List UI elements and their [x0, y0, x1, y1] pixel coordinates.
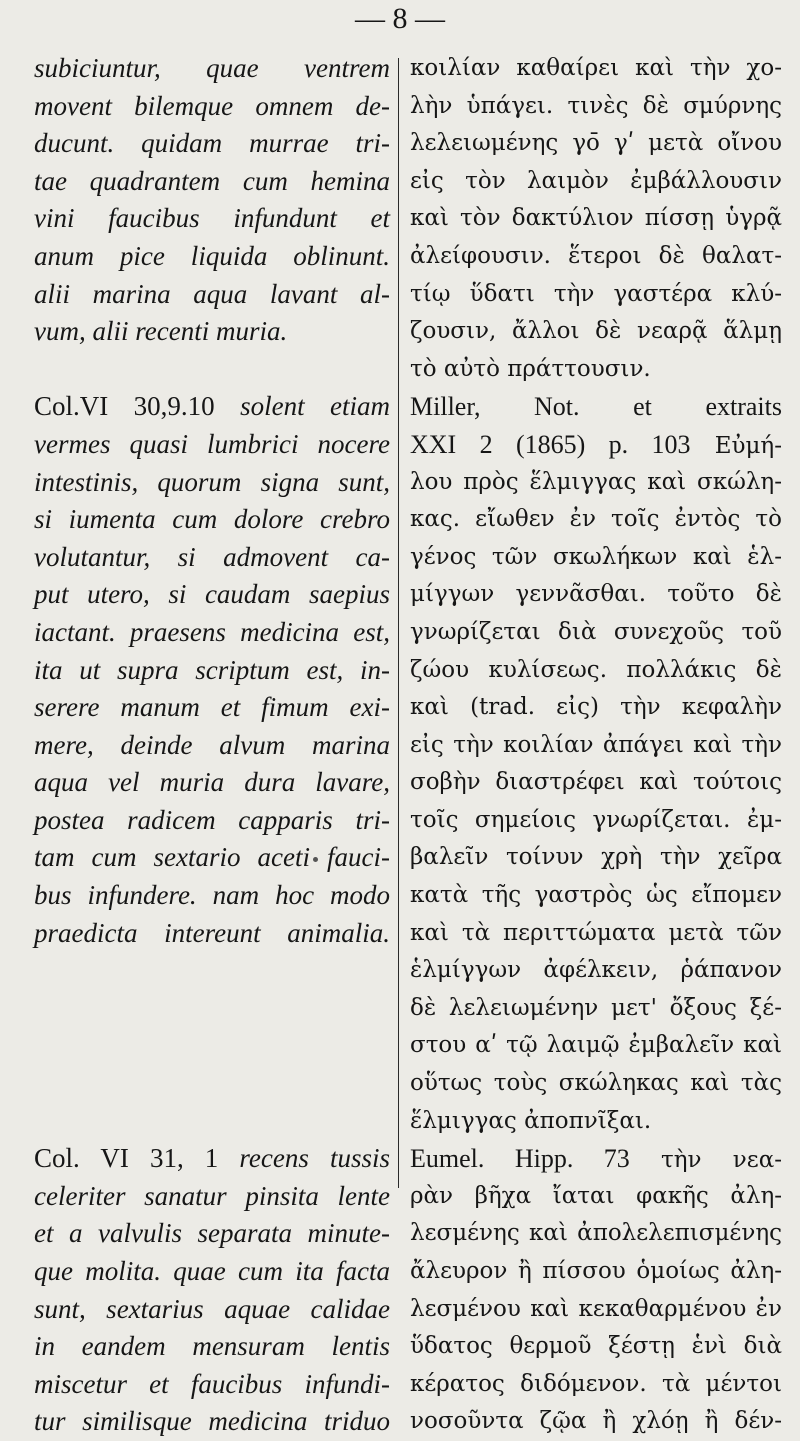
text-line: καὶ (trad. εἰς) τὴν κεφαλὴν [410, 694, 782, 721]
passage-text: solent etiam [214, 391, 390, 422]
text-line: intestinis, quorum signa sunt, [34, 466, 390, 497]
text-line: mere, deinde alvum marina [34, 729, 390, 760]
text-line: εἰς τὸν λαιμὸν ἐμβάλλουσιν [410, 167, 782, 194]
citation-reference: Miller, Not. et extraits [410, 392, 782, 422]
latin-passage-3 [34, 1140, 390, 1441]
text-line: volutantur, si admovent ca- [34, 541, 390, 572]
text-line-with-citation [410, 426, 782, 464]
text-line: si iumenta cum dolore crebro [34, 504, 390, 535]
text-line: ἕλμιγγας ἀποπνῖξαι. [410, 1107, 652, 1134]
text-line: κοιλίαν καθαίρει καὶ τὴν χο- [410, 55, 782, 81]
text-line: bus infundere. nam hoc modo [34, 880, 390, 911]
text-line: ducunt. quidam murrae tri- [34, 128, 390, 159]
column-divider [398, 58, 399, 1188]
text-line: que molita. quae cum ita facta [34, 1256, 390, 1286]
text-line: movent bilemque omnem de- [34, 90, 390, 121]
text-line: νοσοῦντα ζῷα ἢ χλόῃ ἢ δέν- [410, 1408, 782, 1435]
spacer [34, 1065, 390, 1103]
text-line: σοβὴν διαστρέφει καὶ τούτοις [410, 769, 782, 796]
text-line: sunt, sextarius aquae calidae [34, 1293, 390, 1324]
citation-reference: Col. VI 31, 1 [34, 1143, 219, 1174]
text-line: καὶ τὸν δακτύλιον πίσσῃ ὑγρᾷ [410, 205, 782, 232]
spacer [34, 1103, 390, 1141]
text-line: ὕδατος θερμοῦ ξέστῃ ἑνὶ διὰ [410, 1333, 782, 1360]
text-line: κέρατος διδόμενον. τὰ μέντοι [410, 1370, 782, 1397]
text-line: put utero, si caudam saepius [34, 579, 390, 610]
text-line: ἄλευρον ἢ πίσσου ὁμοίως ἀλη- [410, 1258, 782, 1284]
text-line: ἀλείφουσιν. ἕτεροι δὲ θαλατ- [410, 242, 782, 269]
spacer [34, 990, 390, 1028]
text-line: ρὰν βῆχα ἴαται φακῆς ἀλη- [410, 1182, 782, 1209]
text-line: ἑλμίγγων ἀφέλκειν, ῥάπανον [410, 957, 782, 984]
text-line: καὶ τὰ περιττώματα μετὰ τῶν [410, 919, 782, 946]
text-line: tae quadrantem cum hemina [34, 165, 390, 196]
text-line: in eandem mensuram lentis [34, 1331, 390, 1362]
text-line: anum pice liquida oblinunt. [34, 240, 390, 271]
right-column-greek [410, 50, 782, 1441]
text-line: ζώου κυλίσεως. πολλάκις δὲ [410, 656, 782, 683]
text-line: ita ut supra scriptum est, in- [34, 654, 390, 685]
text-line: γνωρίζεται διὰ συνεχοῦς τοῦ [410, 618, 782, 645]
left-column-latin [34, 50, 390, 1441]
text-line: vum, alii recenti muria. [34, 316, 288, 347]
text-line: tur similisque medicina triduo [34, 1406, 390, 1437]
text-line: subiciuntur, quae ventrem [34, 53, 390, 83]
text-line: λεσμένου καὶ κεκαθαρμένου ἐν [410, 1295, 782, 1322]
latin-passage-1 [34, 50, 390, 351]
text-line: vini faucibus infundunt et [34, 203, 390, 234]
text-line: εἰς τὴν κοιλίαν ἀπάγει καὶ τὴν [410, 731, 782, 758]
text-line: aqua vel muria dura lavare, [34, 767, 390, 798]
text-line: λεσμένης καὶ ἀπολελεπισμένης [410, 1220, 782, 1247]
text-line: οὕτως τοὺς σκώληκας καὶ τὰς [410, 1070, 782, 1097]
latin-passage-2 [34, 388, 390, 952]
text-line: miscetur et faucibus infundi- [34, 1368, 390, 1399]
spacer [34, 952, 390, 990]
greek-passage-3 [410, 1140, 782, 1441]
citation-reference: Eumel. Hipp. 73 [410, 1144, 630, 1174]
text-line: postea radicem capparis tri- [34, 804, 390, 835]
spacer [34, 1027, 390, 1065]
text-line: στου αʹ τῷ λαιμῷ ἐμβαλεῖν καὶ [410, 1032, 782, 1059]
text-line: λελειωμένης γο̄ γʹ μετὰ οἴνου [410, 130, 782, 157]
text-line: λου πρὸς ἕλμιγγας καὶ σκώλη- [410, 468, 782, 495]
text-line: τὸ αὐτὸ πράττουσιν. [410, 355, 651, 382]
text-line: praedicta intereunt animalia. [34, 917, 390, 948]
text-line: γένος τῶν σκωλήκων καὶ ἑλ- [410, 543, 782, 570]
text-line: δὲ λελειωμένην μετ' ὄξους ξέ- [410, 994, 782, 1021]
text-line-with-citation [410, 1140, 782, 1178]
text-line: τίῳ ὕδατι τὴν γαστέρα κλύ- [410, 280, 782, 307]
citation-reference: Col.VI 30,9.10 [34, 391, 215, 422]
passage-text: Εὐμή- [690, 432, 782, 459]
text-line: vermes quasi lumbrici nocere [34, 428, 390, 459]
text-line: ζουσιν, ἄλλοι δὲ νεαρᾷ ἅλμῃ [410, 318, 782, 345]
greek-passage-1 [410, 50, 782, 388]
page-number: — 8 — [355, 2, 445, 35]
text-line-with-citation [34, 1140, 390, 1178]
text-line: κατὰ τῆς γαστρὸς ὡς εἴπομεν [410, 882, 782, 909]
text-line: alii marina aqua lavant al- [34, 278, 390, 309]
passage-text: τὴν νεα- [629, 1147, 782, 1174]
citation-reference: XXI 2 (1865) p. 103 [410, 429, 691, 459]
spacer [34, 351, 390, 389]
text-line: κας. εἴωθεν ἐν τοῖς ἐντὸς τὸ [410, 506, 782, 533]
text-line: tam cum sextario aceti fauci- [34, 842, 390, 873]
text-line: τοῖς σημείοις γνωρίζεται. ἐμ- [410, 806, 782, 833]
text-line: iactant. praesens medicina est, [34, 616, 390, 647]
text-line: et a valvulis separata minute- [34, 1218, 390, 1249]
text-line: λὴν ὑπάγει. τινὲς δὲ σμύρνης [410, 92, 782, 119]
text-line: μίγγων γεννᾶσθαι. τοῦτο δὲ [410, 581, 782, 608]
greek-passage-2 [410, 388, 782, 1140]
passage-text: recens tussis [218, 1143, 390, 1174]
text-line: celeriter sanatur pinsita lente [34, 1180, 390, 1211]
text-line: serere manum et fimum exi- [34, 692, 390, 723]
text-line: βαλεῖν τοίνυν χρὴ τὴν χεῖρα [410, 844, 782, 871]
text-line-with-citation [34, 388, 390, 426]
